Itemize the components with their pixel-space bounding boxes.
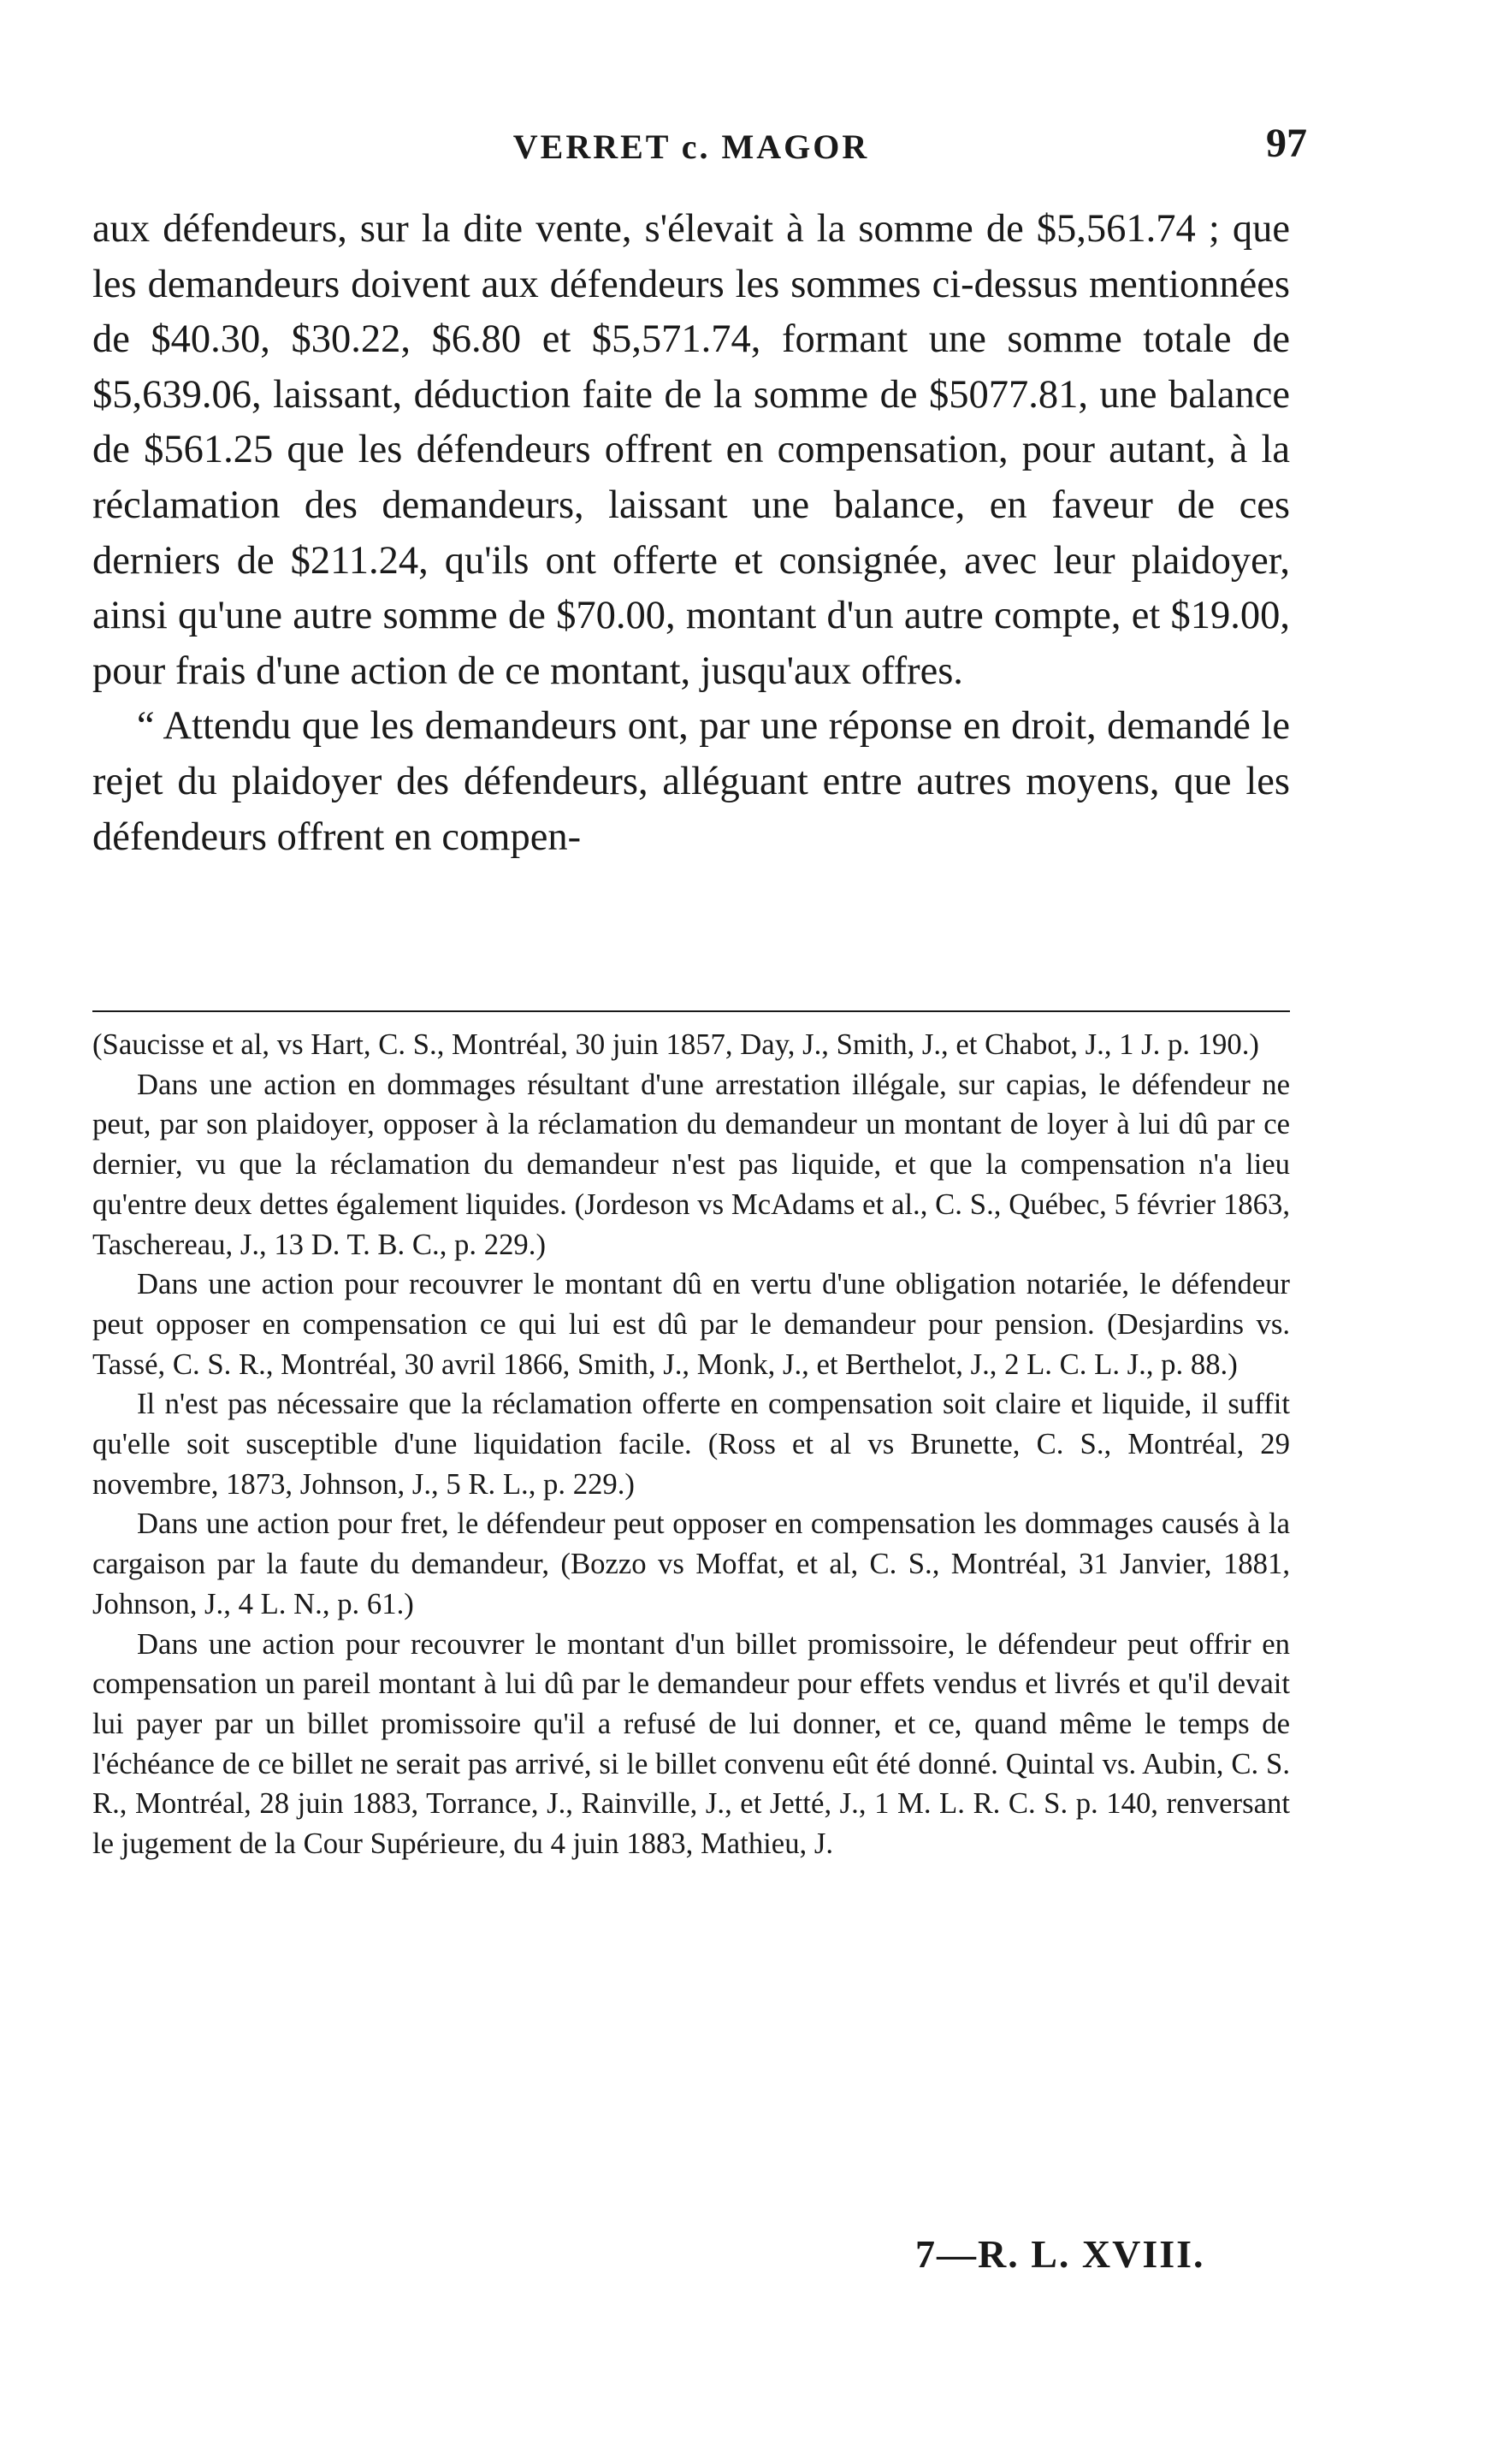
footnotes (92, 1025, 1290, 1864)
footnote-divider (92, 1010, 1290, 1012)
footnote: Il n'est pas nécessaire que la réclamation offerte en compensation soit claire et liquide, il suffit qu'elle soit susceptible d'une liquidation facile. (Ross et al vs Brunette, C. S., Montréal, 29 novembre, 1873, Johnson, J., 5 R. L., p. 229.) (92, 1387, 1290, 1501)
body-paragraph: aux défendeurs, sur la dite vente, s'élevait à la somme de $5,561.74 ; que les demandeurs doivent aux défendeurs les sommes ci-dessus mentionnées de $40.30, $30.22, $6.80 et $5,571.74, formant une somme totale de $5,639.06, laissant, déduction faite de la somme de $5077.81, une balance de $561.25 que les défendeurs offrent en compensation, pour autant, à la réclamation des demandeurs, laissant une balance, en faveur de ces derniers de $211.24, qu'ils ont offerte et consignée, avec leur plaidoyer, ainsi qu'une autre somme de $70.00, montant d'un autre compte, et $19.00, pour frais d'une action de ce montant, jusqu'aux offres. (92, 207, 1290, 693)
footnote: Dans une action pour recouvrer le montant dû en vertu d'une obligation notariée, le défendeur peut opposer en compensation ce qui lui est dû par le demandeur pour pension. (Desjardins vs. Tassé, C. S. R., Montréal, 30 avril 1866, Smith, J., Monk, J., et Berthelot, J., 2 L. C. L. J., p. 88.) (92, 1267, 1290, 1381)
footnote: Dans une action pour fret, le défendeur peut opposer en compensation les dommages causés à la cargaison par la faute du demandeur, (Bozzo vs Moffat, et al, C. S., Montréal, 31 Janvier, 1881, Johnson, J., 4 L. N., p. 61.) (92, 1507, 1290, 1620)
running-head (92, 120, 1307, 171)
running-title: VERRET c. MAGOR (512, 127, 870, 166)
footnote: Dans une action pour recouvrer le montant d'un billet promissoire, le défendeur peut offrir en compensation un pareil montant à lui dû par le demandeur pour effets vendus et livrés et qu'il devait lui payer par un billet promissoire qu'il a refusé de lui donner, et ce, quand même le temps de l'échéance de ce billet ne serait pas arrivé, si le billet convenu eût été donné. Quintal vs. Aubin, C. S. R., Montréal, 28 juin 1883, Torrance, J., Rainville, J., et Jetté, J., 1 M. L. R. C. S. p. 140, renversant le jugement de la Cour Supérieure, du 4 juin 1883, Mathieu, J. (92, 1626, 1290, 1861)
footnote: (Saucisse et al, vs Hart, C. S., Montréal, 30 juin 1857, Day, J., Smith, J., et Chabot, J., 1 J. p. 190.) (92, 1028, 1259, 1061)
footnote: Dans une action en dommages résultant d'une arrestation illégale, sur capias, le défendeur ne peut, par son plaidoyer, opposer à la réclamation du demandeur un montant de loyer à lui dû par ce dernier, vu que la réclamation du demandeur n'est pas liquide, et que la compensation n'a lieu qu'entre deux dettes également liquides. (Jordeson vs McAdams et al., C. S., Québec, 5 février 1863, Taschereau, J., 13 D. T. B. C., p. 229.) (92, 1067, 1290, 1261)
page-number: 97 (1266, 121, 1307, 166)
main-text (92, 202, 1290, 865)
body-paragraph: “ Attendu que les demandeurs ont, par une réponse en droit, demandé le rejet du plaidoyer des défendeurs, alléguant entre autres moyens, que les défendeurs offrent en compen- (92, 704, 1290, 859)
signature-mark: 7—R. L. XVIII. (915, 2232, 1205, 2276)
